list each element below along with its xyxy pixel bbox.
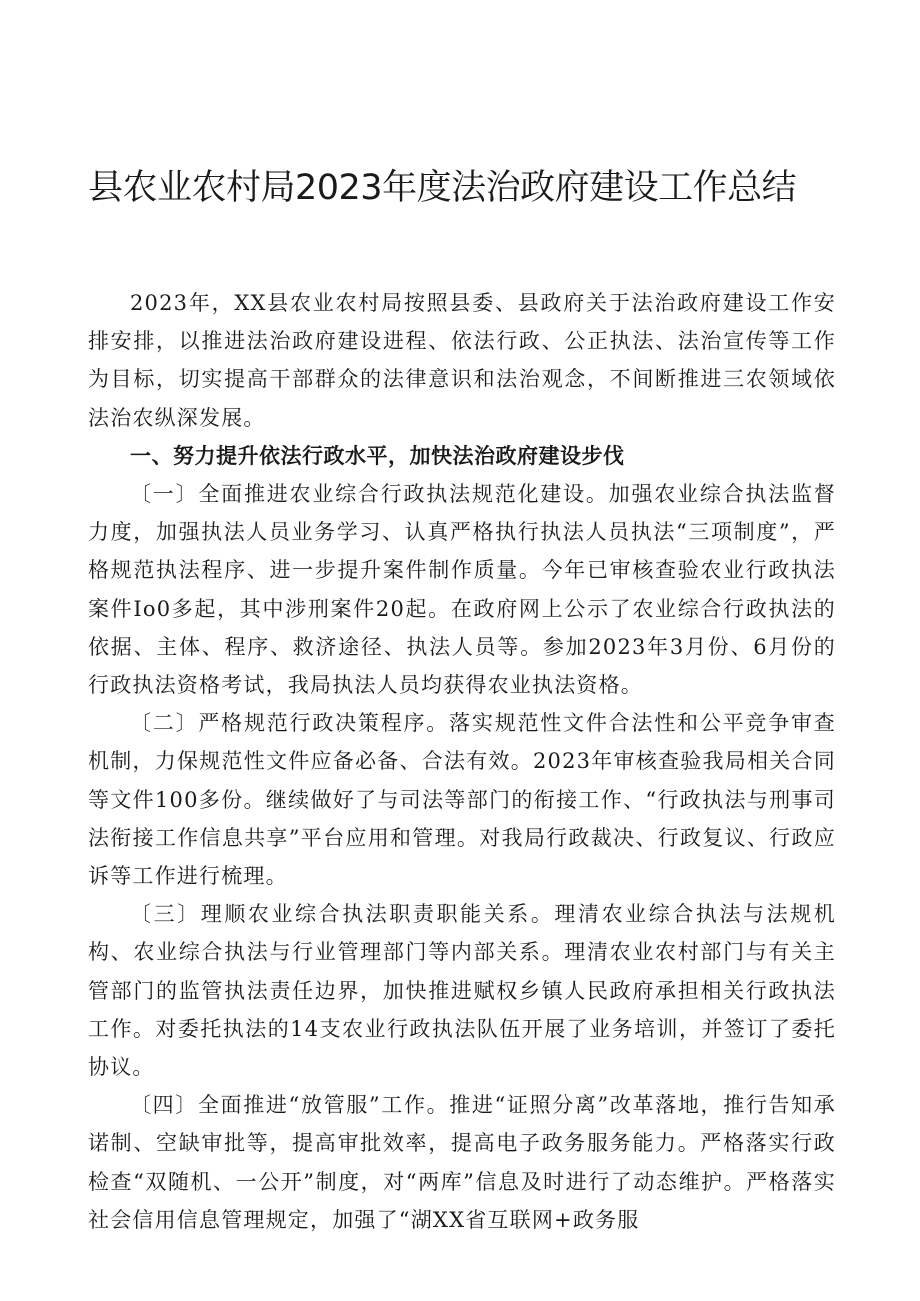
paragraph-1: 〔一〕全面推进农业综合行政执法规范化建设。加强农业综合执法监督力度，加强执法人员业务学习、认真严格执行执法人员执法“三项制度”，严格规范执法程序、进一步提升案件制作质量。今年已审核查验农业行政执法案件Io0多起，其中涉刑案件20起。在政府网上公示了农业综合行政执法的依据、主体、程序、救济途径、执法人员等。参加2023年3月份、6月份的行政执法资格考试，我局执法人员均获得农业执法资格。	[88, 482, 836, 698]
intro-paragraph: 2023年，XX县农业农村局按照县委、县政府关于法治政府建设工作安排安排，以推进法治政府建设进程、依法行政、公正执法、法治宣传等工作为目标，切实提高干部群众的法律意识和法治观念，不间断推进三农领域依法治农纵深发展。	[88, 291, 836, 430]
paragraph-4: 〔四〕全面推进“放管服”工作。推进“证照分离”改革落地，推行告知承诺制、空缺审批等，提高审批效率，提高电子政务服务能力。严格落实行政检查“双随机、一公开”制度，对“两库”信息及时进行了动态维护。严格落实社会信用信息管理规定，加强了“湖XX省互联网+政务服	[88, 1093, 836, 1232]
document-body	[88, 284, 836, 1239]
document-title: 县农业农村局2023年度法治政府建设工作总结	[88, 168, 797, 208]
paragraph-3: 〔三〕理顺农业综合执法职责职能关系。理清农业综合执法与法规机构、农业综合执法与行业管理部门等内部关系。理清农业农村部门与有关主管部门的监管执法责任边界，加快推进赋权乡镇人民政府承担相关行政执法工作。对委托执法的14支农业行政执法队伍开展了业务培训，并签订了委托协议。	[88, 902, 836, 1080]
section-heading: 一、努力提升依法行政水平，加快法治政府建设步伐	[130, 443, 625, 468]
paragraph-2: 〔二〕严格规范行政决策程序。落实规范性文件合法性和公平竞争审查机制，力保规范性文件应备必备、合法有效。2023年审核查验我局相关合同等文件100多份。继续做好了与司法等部门的衔接工作、“行政执法与刑事司法衔接工作信息共享”平台应用和管理。对我局行政裁决、行政复议、行政应诉等工作进行梳理。	[88, 711, 836, 889]
